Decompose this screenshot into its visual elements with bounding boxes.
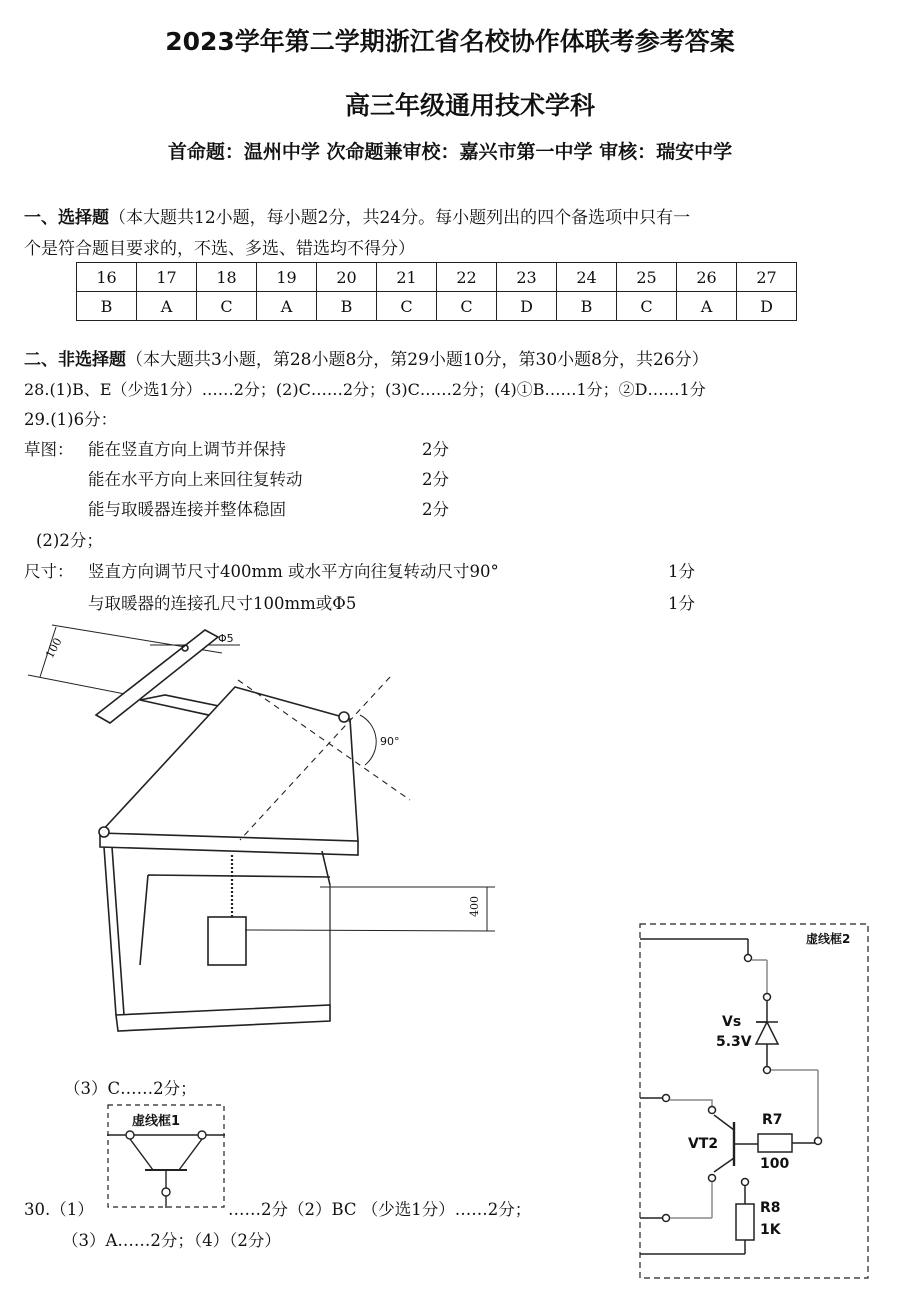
dim-label: 尺寸： <box>24 562 74 581</box>
dim-90-label: 90° <box>380 735 400 748</box>
question-number: 22 <box>437 263 497 292</box>
answer-cell: D <box>737 292 797 321</box>
answer-cell: A <box>137 292 197 321</box>
dim-100-label: 100 <box>43 635 65 661</box>
sketch-score: 2分 <box>422 500 449 519</box>
box1-label: 虚线框1 <box>132 1114 181 1129</box>
section2-line <box>24 345 709 370</box>
q30-part1-prefix: 30.（1） <box>24 1200 94 1219</box>
section1-desc-1: （本大题共12小题，每小题2分，共24分。每小题列出的四个备选项中只有一 <box>109 208 691 228</box>
q29-part3: （3）C……2分； <box>64 1079 197 1098</box>
sketch-item: 能在水平方向上来回往复转动 <box>88 470 303 489</box>
question-number: 18 <box>197 263 257 292</box>
question-number: 17 <box>137 263 197 292</box>
dim-score: 1分 <box>668 562 695 581</box>
dim-phi5-label: Φ5 <box>218 632 234 645</box>
answer-cell: B <box>557 292 617 321</box>
dim-item: 与取暖器的连接孔尺寸100mm或Φ5 <box>88 594 357 613</box>
box2-label: 虚线框2 <box>806 932 851 946</box>
q28-answer: 28.(1)B、E（少选1分）……2分；(2)C……2分；(3)C……2分；(4)①B……1分；②D……1分 <box>24 380 706 399</box>
answer-cell: C <box>617 292 677 321</box>
r7-label: R7 <box>762 1112 783 1128</box>
document-title: 2023学年第二学期浙江省名校协作体联考参考答案 <box>165 27 735 56</box>
sketch-label: 草图： <box>24 440 74 459</box>
answer-cell: B <box>77 292 137 321</box>
vs-label: Vs <box>722 1014 742 1030</box>
answer-cell: B <box>317 292 377 321</box>
question-number: 16 <box>77 263 137 292</box>
vs-value: 5.3V <box>716 1034 752 1050</box>
question-number: 21 <box>377 263 437 292</box>
section2-heading: 二、非选择题 <box>24 350 126 370</box>
q30-part2: （3）A……2分；（4）（2分） <box>62 1231 281 1250</box>
section1-line1 <box>24 203 690 228</box>
answer-cell: A <box>677 292 737 321</box>
question-number: 19 <box>257 263 317 292</box>
q29-part2: (2)2分； <box>36 531 103 550</box>
question-number: 27 <box>737 263 797 292</box>
r7-value: 100 <box>760 1156 790 1172</box>
answer-table-answers <box>77 292 797 321</box>
answer-table-numbers <box>77 263 797 292</box>
sketch-item: 能与取暖器连接并整体稳固 <box>88 500 286 519</box>
q29-head: 29.(1)6分： <box>24 410 118 429</box>
dim-score: 1分 <box>668 594 695 613</box>
question-number: 26 <box>677 263 737 292</box>
circuit-diagram <box>630 920 880 1282</box>
sketch-score: 2分 <box>422 440 449 459</box>
dim-400-label: 400 <box>468 896 481 917</box>
answer-cell: C <box>437 292 497 321</box>
answer-cell: C <box>377 292 437 321</box>
section1-heading: 一、选择题 <box>24 208 109 228</box>
question-number: 23 <box>497 263 557 292</box>
answer-cell: A <box>257 292 317 321</box>
answer-table <box>76 262 797 321</box>
r8-label: R8 <box>760 1200 781 1216</box>
q30-part1-rest: ……2分（2）BC （少选1分）……2分； <box>228 1200 532 1219</box>
authors-line: 首命题：温州中学 次命题兼审校：嘉兴市第一中学 审核：瑞安中学 <box>167 141 733 163</box>
sketch-item: 能在竖直方向上调节并保持 <box>88 440 286 459</box>
design-sketch <box>0 615 520 1045</box>
answer-cell: C <box>197 292 257 321</box>
document-subtitle: 高三年级通用技术学科 <box>344 91 595 120</box>
r8-value: 1K <box>760 1222 781 1238</box>
sketch-score: 2分 <box>422 470 449 489</box>
question-number: 20 <box>317 263 377 292</box>
vt2-label: VT2 <box>688 1136 719 1152</box>
question-number: 24 <box>557 263 617 292</box>
dim-item: 竖直方向调节尺寸400mm 或水平方向往复转动尺寸90° <box>88 562 499 581</box>
answer-cell: D <box>497 292 557 321</box>
section1-desc-2: 个是符合题目要求的，不选、多选、错选均不得分） <box>24 239 415 259</box>
question-number: 25 <box>617 263 677 292</box>
section2-desc: （本大题共3小题，第28小题8分，第29小题10分，第30小题8分，共26分） <box>126 350 709 370</box>
